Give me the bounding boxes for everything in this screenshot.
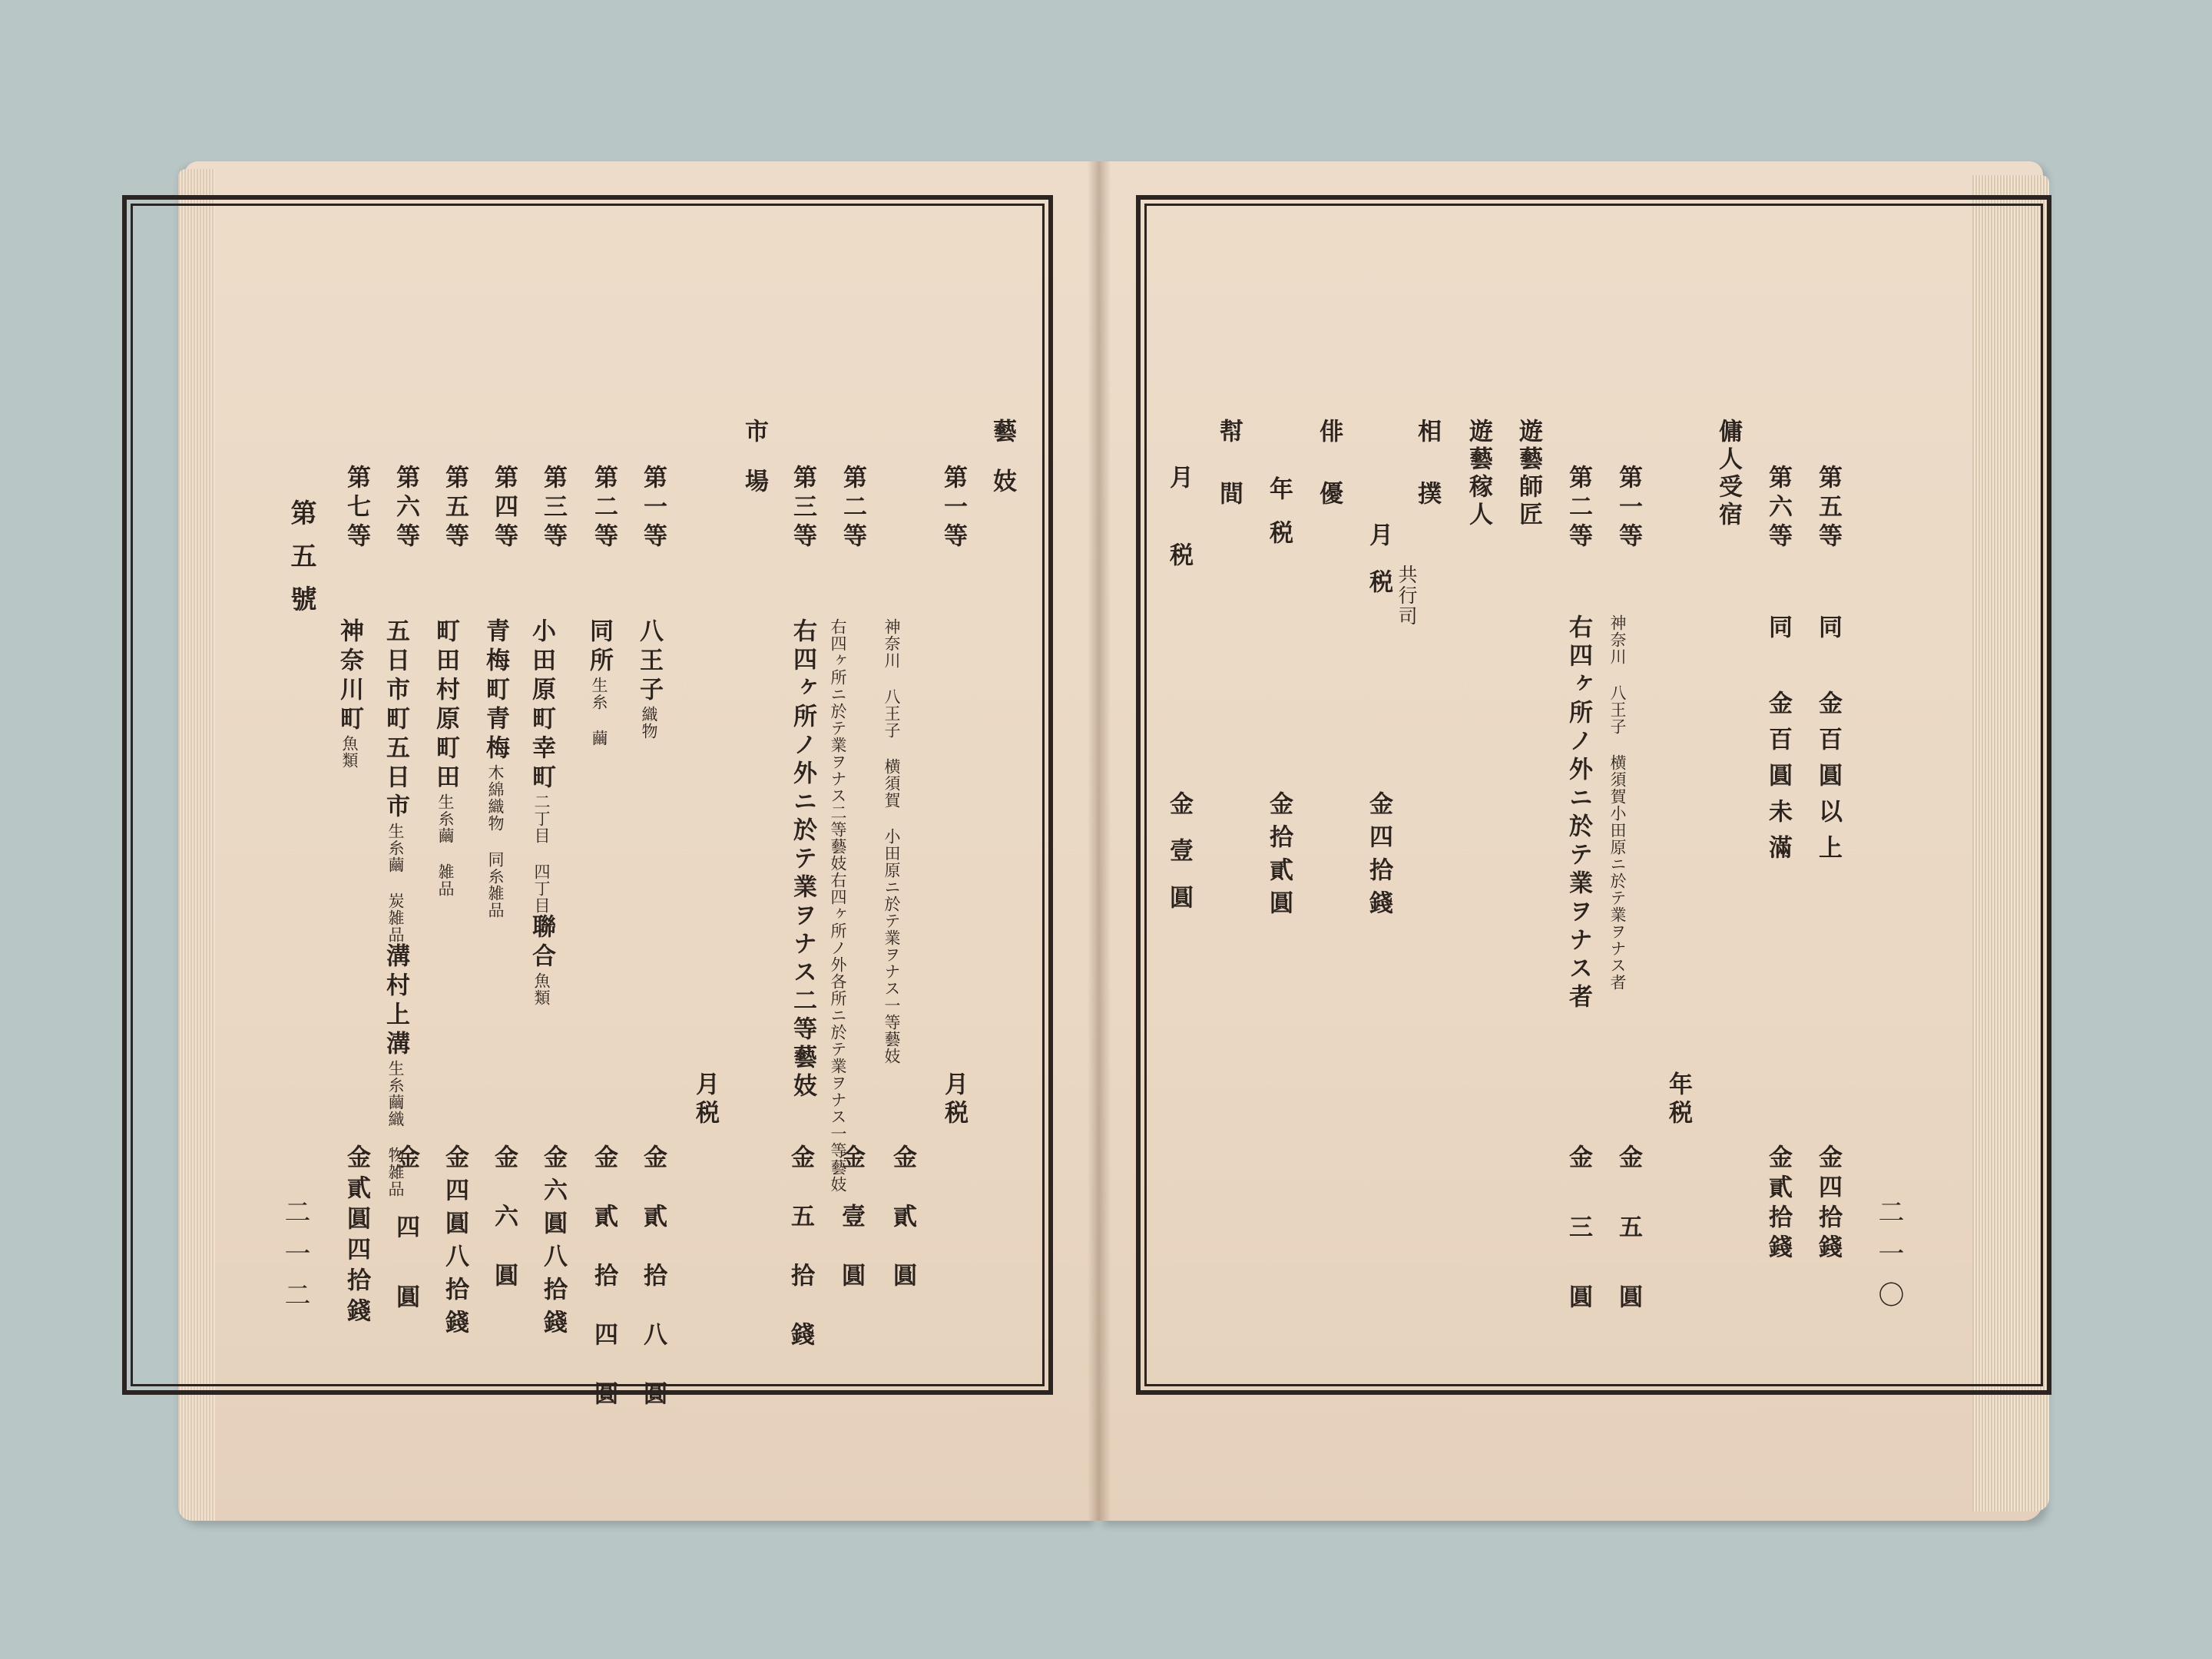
ichiba-row4-grade: 第四等	[490, 465, 518, 552]
book-spine	[1088, 161, 1111, 1521]
ichiba-row1-amount: 金貳拾八圓	[639, 1144, 667, 1440]
section-heading-yugeishisho: 遊藝師匠	[1515, 419, 1542, 529]
ichiba-row3-market: 小田原町幸町 二丁目 四丁目 聯合 魚類	[528, 618, 555, 1006]
geigi-row3-amount: 金五拾錢	[786, 1144, 814, 1381]
section-heading-geigi: 藝妓	[988, 419, 1016, 518]
ichiba-row6-amount: 金四圓	[392, 1144, 419, 1354]
ichiba-row3-grade: 第三等	[539, 465, 567, 552]
other-sumo-note: 共行司	[1396, 565, 1418, 627]
other-yugeikasegi-name: 遊藝稼人	[1465, 419, 1492, 529]
ichiba-tax-header: 月税	[691, 1071, 719, 1128]
page-number-left: 二一二	[280, 1198, 310, 1323]
other-haiyu-tax: 年税	[1265, 476, 1293, 564]
yadoya-tax-header: 年税	[1664, 1071, 1692, 1128]
ichiba-row5-amount: 金四圓八拾錢	[441, 1144, 469, 1343]
page-number-right: 二一〇	[1873, 1198, 1904, 1323]
geigi-row1-grade: 第一等	[939, 465, 967, 552]
yadoya-row2-desc: 同 金百圓未滿	[1764, 614, 1792, 871]
yadoya-row1-grade: 第五等	[1814, 465, 1842, 552]
ichiba-row2-grade: 第二等	[590, 465, 618, 552]
other-haiyu-name: 俳優	[1315, 419, 1343, 543]
other-hokan-tax: 月税	[1165, 465, 1193, 620]
yadoya-row1-amount: 金四拾錢	[1814, 1144, 1842, 1264]
ichiba-row1-grade: 第一等	[639, 465, 667, 552]
geigi-row3-place: 右四ヶ所ノ外ニ於テ業ヲナス二等藝妓	[789, 618, 816, 1101]
ichiba-row4-market: 青梅町青梅 木綿織物 同糸雑品	[482, 618, 509, 919]
geigi-row2-place: 右四ヶ所ニ於テ業ヲナス二等藝妓 右四ヶ所ノ外各所ニ於テ業ヲナス一等藝妓	[829, 618, 847, 1193]
other-sumo-name: 相撲	[1413, 419, 1441, 543]
ichiba-row5-market: 町田村原町田 生糸繭 雑品	[432, 618, 459, 897]
yadoya-row1-desc: 同 金百圓以上	[1814, 614, 1842, 871]
geigi-row2-amount: 金壹圓	[837, 1144, 865, 1322]
ichiba-row7-amount: 金貳圓四拾錢	[343, 1144, 370, 1329]
geigi-row1-amount: 金貳圓	[889, 1144, 916, 1322]
yugei-row2-amount: 金三圓	[1565, 1144, 1592, 1354]
yugei-row1-amount: 金五圓	[1614, 1144, 1642, 1354]
running-head: 第五號	[286, 499, 316, 628]
geigi-row1-place: 神奈川 八王子 横須賀 小田原 ニ於テ業ヲナス一等藝妓	[882, 618, 901, 1065]
other-haiyu-amount: 金拾貳圓	[1265, 791, 1293, 923]
other-sumo-amount: 金四拾錢	[1365, 791, 1392, 923]
yugei-row1-place: 神奈川 八王子 横須賀 小田原ニ於テ業ヲナス者	[1608, 614, 1627, 991]
ichiba-row2-amount: 金貳拾四圓	[590, 1144, 618, 1440]
yugei-row2-grade: 第二等	[1565, 465, 1592, 552]
geigi-row3-grade: 第三等	[789, 465, 816, 552]
ichiba-row2-market: 同所 生糸 繭	[585, 618, 613, 747]
section-heading-yadoya: 傭人受宿	[1714, 419, 1742, 529]
ichiba-row6-grade: 第六等	[392, 465, 419, 552]
ichiba-row7-market: 神奈川町 魚類	[336, 618, 363, 769]
yadoya-row2-amount: 金貳拾錢	[1764, 1144, 1792, 1264]
ichiba-row6-market: 五日市町五日市 生糸繭 炭雑品 溝村上溝 生糸繭織 物雑品	[382, 618, 409, 1197]
ichiba-row7-grade: 第七等	[343, 465, 370, 552]
section-heading-ichiba: 市場	[740, 419, 768, 518]
other-sumo-tax: 月税	[1365, 522, 1392, 616]
geigi-tax-header: 月税	[940, 1071, 968, 1128]
ichiba-row3-amount: 金六圓八拾錢	[539, 1144, 567, 1343]
ichiba-row1-market: 八王子 織物	[635, 618, 663, 740]
geigi-row2-grade: 第二等	[839, 465, 866, 552]
ichiba-row5-grade: 第五等	[441, 465, 469, 552]
yadoya-row2-grade: 第六等	[1764, 465, 1792, 552]
ichiba-row4-amount: 金六圓	[490, 1144, 518, 1322]
other-hokan-name: 幇間	[1215, 419, 1243, 543]
other-hokan-amount: 金壹圓	[1165, 791, 1193, 932]
yugei-row1-grade: 第一等	[1614, 465, 1642, 552]
yugei-row2-place: 右四ヶ所ノ外ニ於テ業ヲナス者	[1565, 614, 1592, 1012]
